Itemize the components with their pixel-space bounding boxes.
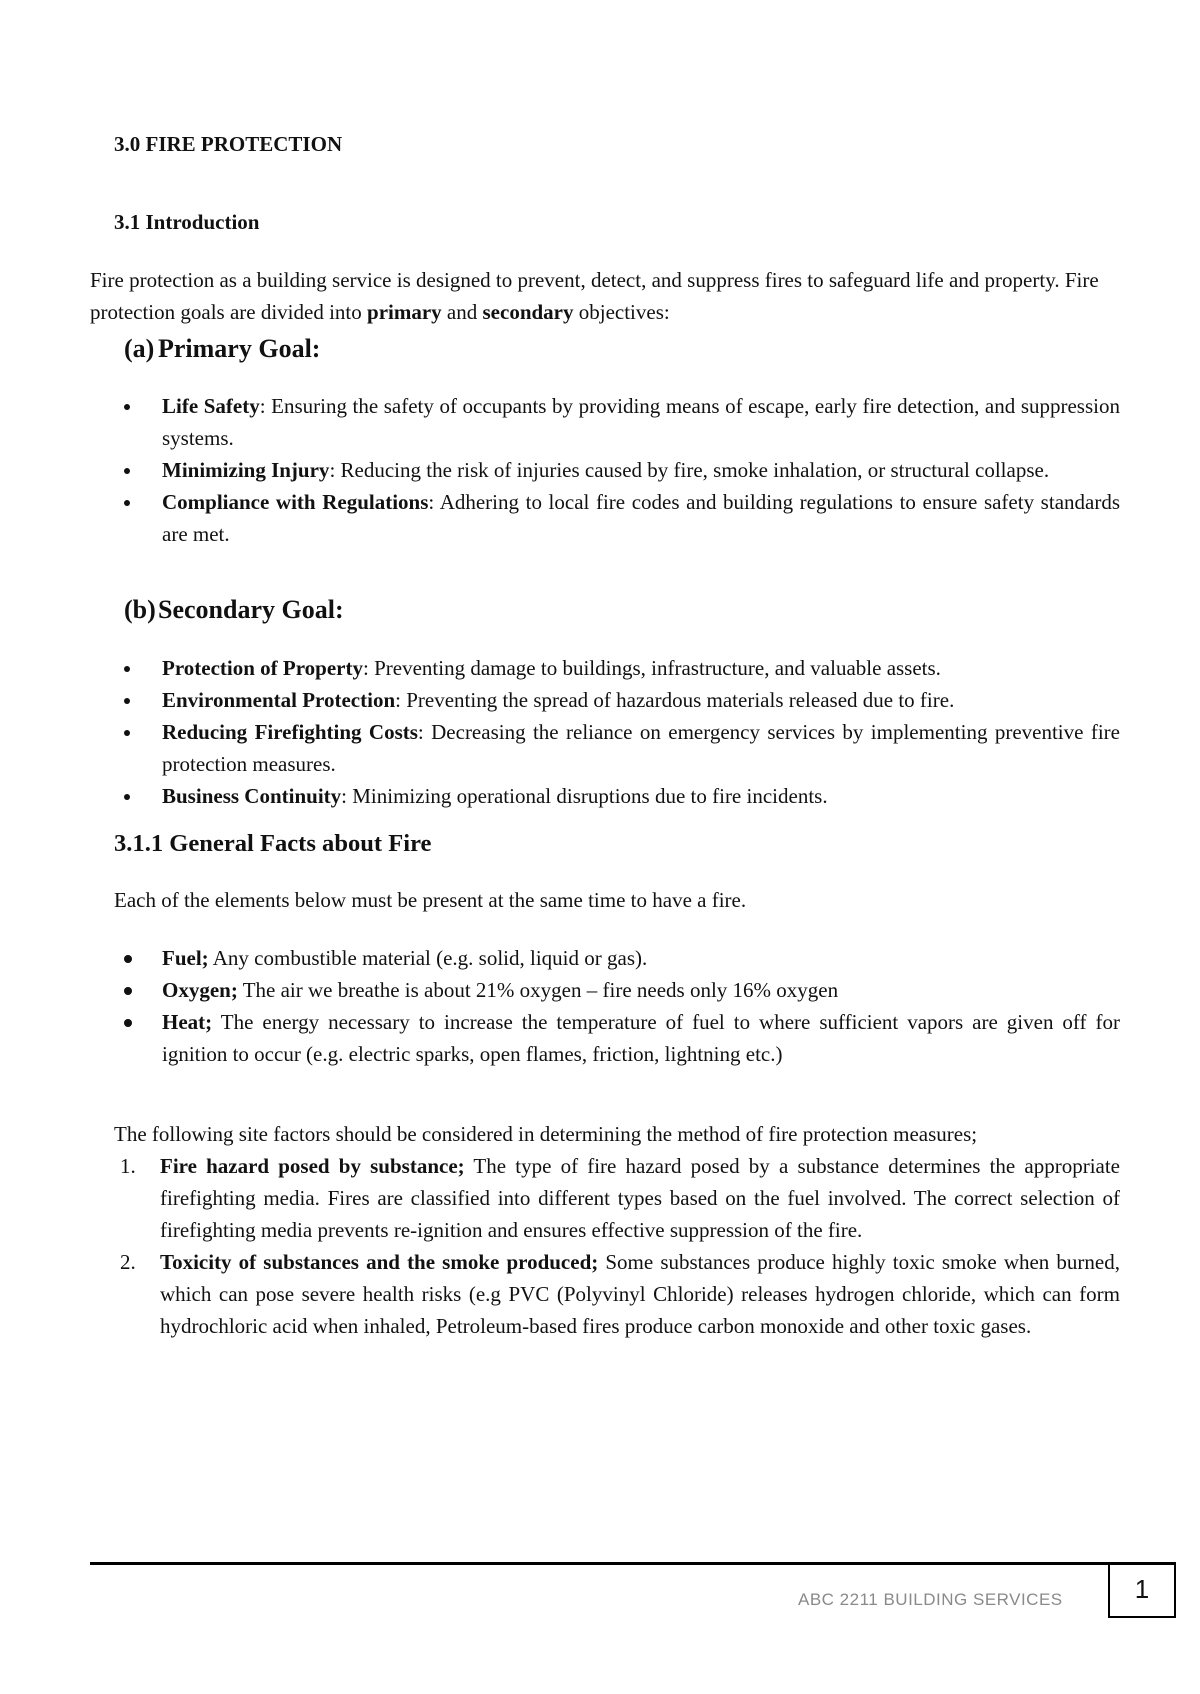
bullet-icon bbox=[124, 500, 130, 506]
item-term: Environmental Protection bbox=[162, 688, 396, 712]
item-text: : Decreasing the reliance on emergency services by implementing preventive fire protection measures. bbox=[162, 720, 1120, 776]
bullet-icon bbox=[124, 730, 130, 736]
item-term: Protection of Property bbox=[162, 656, 363, 680]
item-number: 1. bbox=[120, 1154, 136, 1178]
item-text: : Preventing damage to buildings, infrastructure, and valuable assets. bbox=[363, 656, 941, 680]
item-term: Business Continuity bbox=[162, 784, 342, 808]
list-item bbox=[114, 1246, 1120, 1342]
intro-text-after: objectives: bbox=[573, 300, 670, 324]
item-term: Compliance with Regulations bbox=[162, 490, 429, 514]
item-term: Fuel; bbox=[162, 946, 209, 970]
site-factors-list bbox=[114, 1150, 1120, 1342]
item-text: The type of fire hazard posed by a substance determines the appropriate firefighting media. Fires are classified into different types based on the fuel involved. The correct selection of firefighting media prevents re-ignition and ensures effective suppression of the fire. bbox=[160, 1154, 1121, 1242]
item-text: : Preventing the spread of hazardous materials released due to fire. bbox=[395, 688, 955, 712]
list-item bbox=[124, 454, 1120, 486]
list-item bbox=[124, 486, 1120, 550]
list-item bbox=[124, 942, 1120, 974]
list-item bbox=[114, 1150, 1120, 1246]
list-item bbox=[124, 716, 1120, 780]
item-term: Life Safety bbox=[162, 394, 260, 418]
item-term: Oxygen; bbox=[162, 978, 238, 1002]
footer-course-title: ABC 2211 BUILDING SERVICES bbox=[798, 1590, 1063, 1609]
intro-paragraph bbox=[90, 264, 1120, 328]
subsection-title: 3.1 Introduction bbox=[114, 210, 260, 234]
item-text: : Minimizing operational disruptions due to fire incidents. bbox=[341, 784, 828, 808]
item-term: Fire hazard posed by substance; bbox=[160, 1154, 465, 1178]
bullet-icon bbox=[124, 794, 130, 800]
list-item bbox=[124, 652, 1120, 684]
list-item bbox=[124, 390, 1120, 454]
item-text: Any combustible material (e.g. solid, liquid or gas). bbox=[208, 946, 648, 970]
primary-goal-heading bbox=[124, 333, 320, 365]
bullet-icon bbox=[124, 1019, 132, 1027]
bullet-icon bbox=[124, 698, 130, 704]
bullet-icon bbox=[124, 955, 132, 963]
item-text: : Adhering to local fire codes and building regulations to ensure safety standards are met. bbox=[162, 490, 1121, 546]
item-term: Reducing Firefighting Costs bbox=[162, 720, 418, 744]
secondary-goal-label: (b) bbox=[124, 595, 156, 624]
item-number: 2. bbox=[120, 1250, 136, 1274]
list-item bbox=[124, 684, 1120, 716]
general-facts-title: 3.1.1 General Facts about Fire bbox=[114, 830, 432, 857]
fire-elements-list bbox=[124, 942, 1120, 1070]
list-item bbox=[124, 974, 1120, 1006]
list-item bbox=[124, 780, 1120, 812]
bullet-icon bbox=[124, 468, 130, 474]
primary-goal-label: (a) bbox=[124, 334, 155, 363]
primary-goal-title: Primary Goal: bbox=[158, 334, 321, 363]
item-term: Toxicity of substances and the smoke produced; bbox=[160, 1250, 599, 1274]
secondary-goal-title: Secondary Goal: bbox=[158, 595, 344, 624]
item-text: : Reducing the risk of injuries caused by fire, smoke inhalation, or structural collapse. bbox=[329, 458, 1050, 482]
item-text: Some substances produce highly toxic smoke when burned, which can pose severe health risks (e.g PVC (Polyvinyl Chloride) releases hydrogen chloride, which can form hydrochloric acid when inhaled, Petroleum-based fires produce carbon monoxide and other toxic gases. bbox=[160, 1250, 1120, 1338]
item-text: The energy necessary to increase the temperature of fuel to where sufficient vapors are given off for ignition to occur (e.g. electric sparks, open flames, friction, lightning etc.) bbox=[162, 1010, 1120, 1066]
secondary-goal-heading bbox=[124, 594, 344, 626]
item-text: : Ensuring the safety of occupants by providing means of escape, early fire detection, and suppression systems. bbox=[162, 394, 1120, 450]
general-facts-intro: Each of the elements below must be present at the same time to have a fire. bbox=[114, 888, 747, 912]
list-item bbox=[124, 1006, 1120, 1070]
bullet-icon bbox=[124, 987, 132, 995]
intro-bold-primary: primary bbox=[367, 300, 442, 324]
item-term: Heat; bbox=[162, 1010, 213, 1034]
item-term: Minimizing Injury bbox=[162, 458, 330, 482]
footer-divider bbox=[90, 1562, 1176, 1565]
page-number: 1 bbox=[1108, 1563, 1176, 1618]
primary-goal-list bbox=[124, 390, 1120, 550]
site-factors-intro: The following site factors should be considered in determining the method of fire protection measures; bbox=[114, 1122, 978, 1146]
intro-bold-secondary: secondary bbox=[482, 300, 574, 324]
intro-text-before: Fire protection as a building service is designed to prevent, detect, and suppress fires to safeguard life and property. Fire protection goals are divided into bbox=[90, 268, 1099, 324]
item-text: The air we breathe is about 21% oxygen – fire needs only 16% oxygen bbox=[237, 978, 839, 1002]
section-title: 3.0 FIRE PROTECTION bbox=[114, 132, 343, 156]
intro-text-mid: and bbox=[441, 300, 483, 324]
secondary-goal-list bbox=[124, 652, 1120, 812]
bullet-icon bbox=[124, 404, 130, 410]
bullet-icon bbox=[124, 666, 130, 672]
